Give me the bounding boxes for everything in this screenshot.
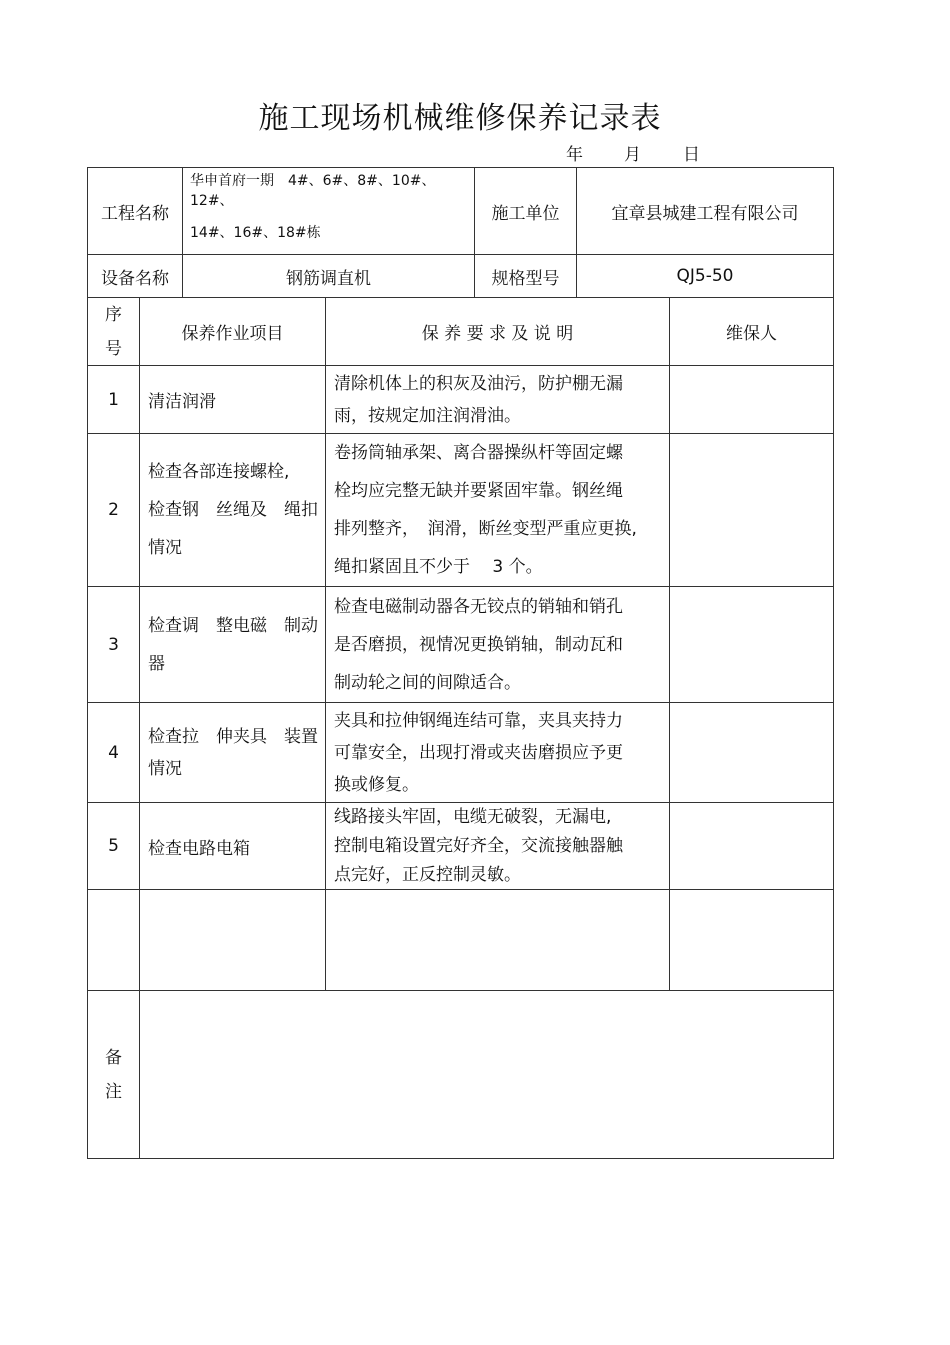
remarks-char-2: 注 (105, 1081, 122, 1102)
row-4-req-line-1: 夹具和拉伸钢绳连结可靠，夹具夹持力 (334, 710, 623, 731)
row-5-seq: 5 (108, 836, 119, 856)
construction-unit-label: 施工单位 (491, 203, 560, 224)
row-1-req-line-1: 清除机体上的积灰及油污，防护棚无漏 (334, 373, 623, 394)
date-year: 年 (566, 145, 583, 165)
row-5-req-line-2: 控制电箱设置完好齐全，交流接触器触 (334, 835, 623, 856)
empty-row (88, 890, 833, 990)
row-3-req-line-2: 是否磨损，视情况更换销轴，制动瓦和 (334, 634, 623, 655)
row-4-item (140, 703, 325, 802)
row-3-seq: 3 (108, 634, 119, 655)
project-name-line-2: 14#、16#、18#栋 (190, 225, 321, 241)
row-3-item-line-2: 器 (148, 653, 165, 674)
page-title: 施工现场机械维修保养记录表 (258, 101, 662, 136)
row-4-item-line-2: 情况 (148, 758, 182, 779)
row-5-requirement (326, 803, 669, 889)
project-name-value (190, 168, 474, 254)
row-2-item (140, 434, 325, 586)
row-3-req-line-1: 检查电磁制动器各无铰点的销轴和销孔 (334, 596, 623, 617)
row-1-req-line-2: 雨，按规定加注润滑油。 (334, 405, 521, 426)
row-5-item (140, 803, 325, 889)
model-label: 规格型号 (491, 268, 560, 289)
row-3-requirement (326, 587, 669, 702)
col-item-header: 保养作业项目 (181, 324, 284, 344)
row-2-item-line-1: 检查各部连接螺栓, (148, 462, 290, 482)
row-5-req-line-3: 点完好，正反控制灵敏。 (334, 864, 521, 885)
row-2-req-line-4: 绳扣紧固且不少于 3 个。 (334, 557, 543, 577)
model-value: QJ5-50 (676, 266, 734, 286)
row-2-req-line-2: 栓均应完整无缺并要紧固牢靠。钢丝绳 (334, 481, 623, 501)
row-1-item-line-1: 清洁润滑 (148, 392, 216, 412)
row-3-item (140, 587, 325, 702)
col-seq-header (88, 298, 139, 365)
date-month: 月 (624, 145, 641, 165)
row-5-req-line-1: 线路接头牢固，电缆无破裂，无漏电, (334, 806, 612, 827)
row-4-req-line-2: 可靠安全，出现打滑或夹齿磨损应予更 (334, 742, 623, 763)
row-1-seq: 1 (108, 389, 119, 410)
equipment-name-value: 钢筋调直机 (286, 268, 371, 289)
project-name-line-1: 华申首府一期 4#、6#、8#、10#、12#、 (190, 173, 436, 209)
row-2-seq: 2 (108, 500, 119, 520)
row-2-item-line-3: 情况 (148, 538, 182, 558)
col-seq-char-1: 序 (105, 304, 122, 325)
col-maintainer-header: 维保人 (726, 324, 777, 344)
equipment-name-label: 设备名称 (101, 268, 169, 289)
col-requirement-header: 保 养 要 求 及 说 明 (421, 324, 574, 344)
row-4-item-line-1: 检查拉 伸夹具 装置 (148, 726, 318, 747)
row-2-req-line-3: 排列整齐， 润滑，断丝变型严重应更换, (334, 519, 637, 539)
row-1-requirement (326, 366, 669, 433)
construction-unit-value: 宜章县城建工程有限公司 (611, 203, 799, 224)
row-3-req-line-3: 制动轮之间的间隙适合。 (334, 672, 521, 693)
row-1-item (140, 366, 325, 433)
row-4-seq: 4 (108, 742, 119, 763)
project-name-label: 工程名称 (101, 203, 169, 224)
row-2-requirement (326, 434, 669, 586)
col-seq-char-2: 号 (105, 338, 122, 359)
row-5-item-line-1: 检查电路电箱 (148, 838, 250, 859)
row-2-req-line-1: 卷扬筒轴承架、离合器操纵杆等固定螺 (334, 443, 623, 463)
row-4-requirement (326, 703, 669, 802)
remarks-content[interactable] (140, 991, 833, 1158)
remarks-char-1: 备 (105, 1047, 122, 1068)
row-4-req-line-3: 换或修复。 (334, 774, 419, 795)
remarks-label (88, 991, 139, 1158)
row-3-item-line-1: 检查调 整电磁 制动 (148, 615, 318, 636)
row-2-item-line-2: 检查钢 丝绳及 绳扣 (148, 500, 318, 520)
date-day: 日 (683, 145, 700, 165)
